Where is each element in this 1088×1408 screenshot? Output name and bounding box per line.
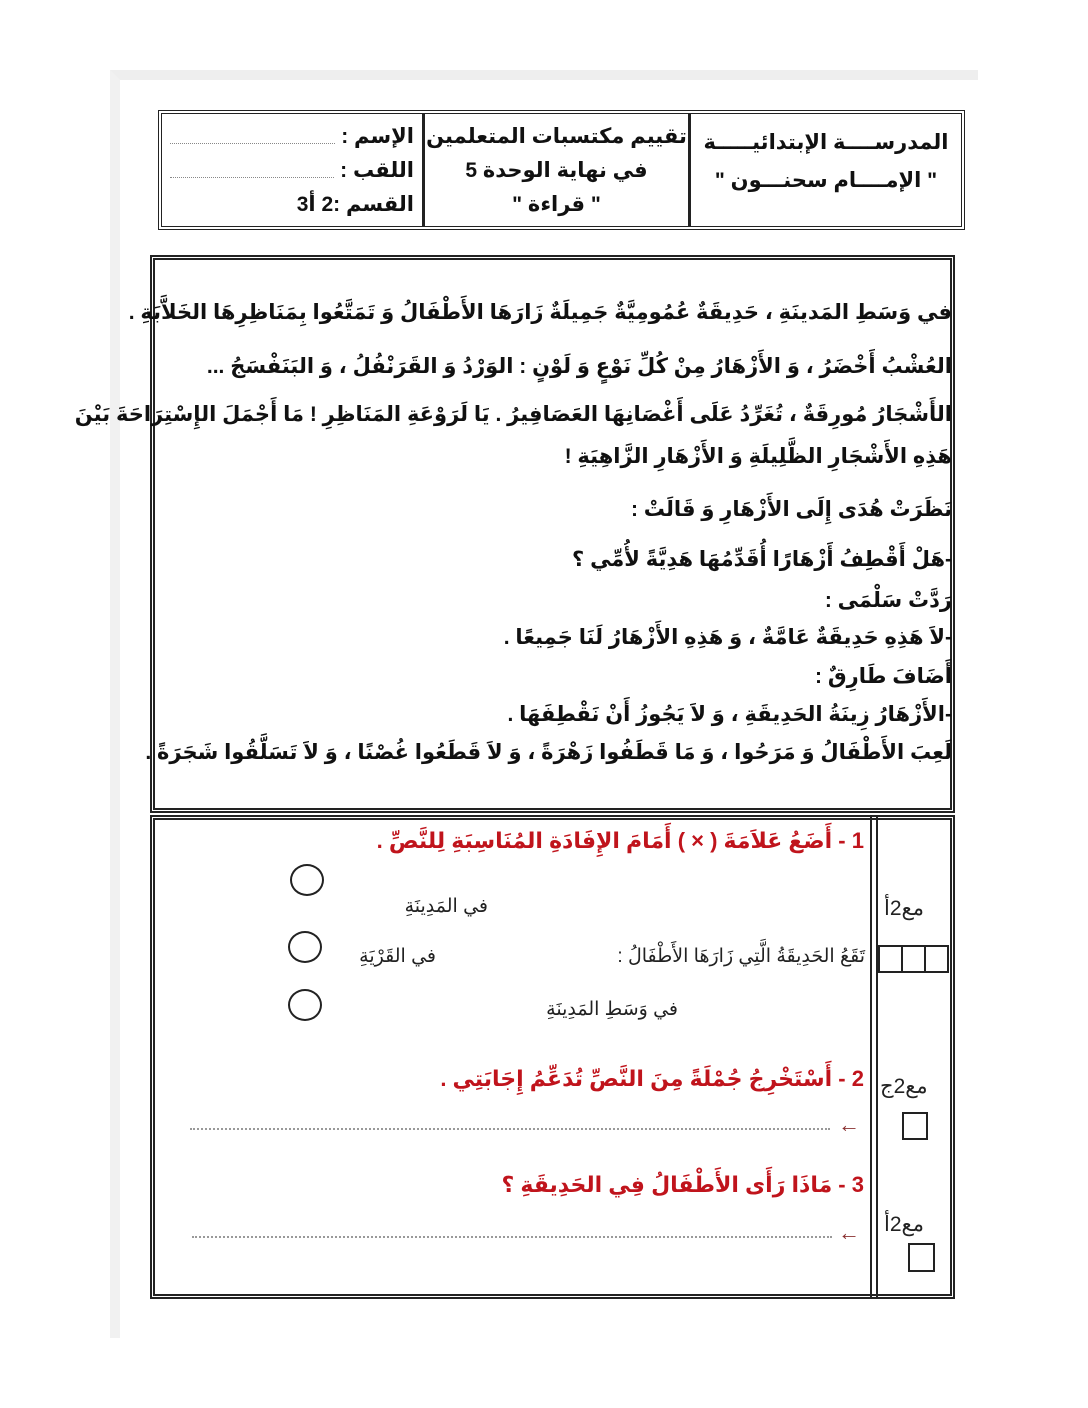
option-3-checkbox[interactable]: [288, 989, 322, 1021]
text-line: هَذِهِ الأَشْجَارِ الظَّلِيلَةِ وَ الأَزْهَارِ الزَّاهِيَةِ !: [564, 445, 952, 468]
arrow-icon: ←: [838, 1112, 860, 1137]
text-line: -هَلْ أَقْطِفُ أَزْهَارًا أُقَدِّمُهَا هَدِيَّةً لأُمِّي ؟: [572, 548, 952, 571]
text-line: في وَسَطِ المَدينَةِ ، حَدِيقَةٌ عُمُومِيَّةٌ جَمِيلَةٌ زَارَهَا الأَطْفَالُ وَ تَمَتَّعُوا بِمَنَاظِرِهَا الخَلاَّبَةِ .: [128, 301, 952, 324]
score-box[interactable]: [902, 1112, 928, 1140]
option-2-label: في القَرْيَةِ: [359, 946, 436, 967]
option-1-checkbox[interactable]: [290, 864, 324, 896]
school-label: المدرســــة الإبتدائيـــــة: [703, 131, 949, 154]
text-line: العُشْبُ أَخْضَرُ ، وَ الأَزْهَارُ مِنْ كُلِّ نَوْعٍ وَ لَوْنٍ : الوَرْدُ وَ القَرَنْفُلُ ، وَ البَنَفْسَجُ ...: [206, 355, 952, 378]
score-column-divider: [870, 815, 878, 1299]
question-2-title: 2 - أَسْتَخْرِجُ جُمْلَةً مِنَ النَّصِّ تُدَعِّمُ إِجَابَتِي .: [440, 1066, 864, 1091]
evaluation-title: تقييم مكتسبات المتعلمين: [426, 125, 687, 148]
questions-box: [150, 815, 955, 1299]
text-line: الأَشْجَارُ مُورِقَةٌ ، تُغَرِّدُ عَلَى أَغْصَانِهَا العَصَافِيرُ . يَا لَرَوْعَةِ المَنَاظِرِ ! مَا أَجْمَلَ الإِسْتِرَاحَةَ بَيْنَ: [74, 403, 952, 426]
option-1-label: في المَدِينَةِ: [404, 896, 488, 917]
name-field[interactable]: [170, 142, 335, 144]
evaluation-title-cell: [422, 114, 688, 226]
school-name: " الإمــــام سحنـــون ": [714, 169, 938, 192]
text-line: أَضَافَ طَارِقٌ :: [815, 665, 952, 688]
text-line: -الأَزْهَارُ زِينَةُ الحَدِيقَةِ ، وَ لاَ يَجُوزُ أَنْ نَقْطِفَهَا .: [507, 703, 952, 726]
surname-label: اللقب :: [340, 159, 414, 182]
student-info-cell: [162, 114, 422, 226]
question-1-stem: تَقَعُ الحَدِيقَةُ الَّتِي زَارَهَا الأَطْفَالُ :: [617, 946, 865, 967]
name-label: الإسم :: [341, 125, 414, 148]
text-line: نَظَرَتْ هُدَى إِلَى الأَزْهَارِ وَ قَالَتْ :: [630, 498, 952, 521]
surname-field[interactable]: [170, 176, 334, 178]
class-label: القسم :2 أ3: [296, 193, 414, 216]
score-box[interactable]: [901, 945, 926, 973]
score-box[interactable]: [908, 1243, 935, 1272]
evaluation-unit: في نهاية الوحدة 5: [465, 159, 648, 182]
criterion-3-label: مع2أ: [884, 1213, 924, 1236]
question-3-title: 3 - مَاذَا رَأَى الأَطْفَالُ فِي الحَدِيقَةِ ؟: [501, 1172, 864, 1197]
criterion-1-label: مع2أ: [884, 897, 924, 920]
text-line: لَعِبَ الأَطْفَالُ وَ مَرَحُوا ، وَ مَا قَطَفُوا زَهْرَةً ، وَ لاَ قَطَعُوا غُصْنًا ، وَ لاَ تَسَلَّقُوا شَجَرَةً .: [145, 741, 952, 764]
option-3-label: في وَسَطِ المَدِينَةِ: [546, 999, 678, 1020]
answer-3-line[interactable]: [192, 1236, 832, 1238]
evaluation-subject: " قراءة ": [512, 193, 601, 216]
text-line: رَدَّتْ سَلْمَى :: [824, 589, 952, 612]
option-2-checkbox[interactable]: [288, 931, 322, 963]
reading-text-box: [150, 255, 955, 813]
header-table: [158, 110, 965, 230]
criterion-2-label: مع2ج: [880, 1075, 928, 1098]
arrow-icon: ←: [838, 1220, 860, 1245]
question-1-title: 1 - أَضَعُ عَلاَمَةَ ( × ) أَمَامَ الإِفَادَةِ المُنَاسِبَةِ لِلنَّصِّ .: [376, 828, 864, 853]
text-line: -لاَ هَذِهِ حَدِيقَةٌ عَامَّةٌ ، وَ هَذِهِ الأَزْهَارُ لَنَا جَمِيعًا .: [503, 626, 952, 649]
answer-2-line[interactable]: [190, 1128, 830, 1130]
score-box[interactable]: [924, 945, 949, 973]
school-cell: [688, 114, 961, 226]
score-box[interactable]: [878, 945, 903, 973]
